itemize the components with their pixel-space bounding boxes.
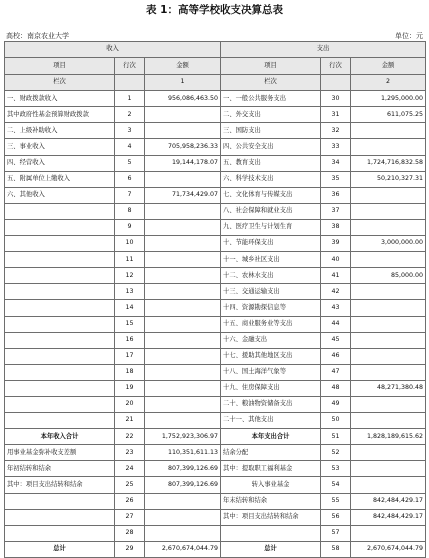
expense-row-number: 42 <box>321 284 351 300</box>
income-amount-cell: 1,752,923,306.97 <box>145 429 221 445</box>
income-row-number: 22 <box>115 429 145 445</box>
income-row-number: 24 <box>115 461 145 477</box>
expense-row-number: 55 <box>321 493 351 509</box>
unit-label: 单位：元 <box>395 32 423 40</box>
income-row-number: 14 <box>115 300 145 316</box>
income-row-number: 18 <box>115 364 145 380</box>
income-row-number: 1 <box>115 91 145 107</box>
expense-amount-cell <box>351 348 426 364</box>
income-amount-cell: 807,399,126.69 <box>145 477 221 493</box>
expense-row-number: 30 <box>321 91 351 107</box>
table-row <box>5 123 426 139</box>
expense-amount-cell <box>351 525 426 541</box>
income-amount-cell <box>145 107 221 123</box>
income-item-cell <box>5 219 115 235</box>
income-amount-cell: 2,670,674,044.79 <box>145 541 221 557</box>
expense-amount-cell <box>351 284 426 300</box>
income-row-number: 25 <box>115 477 145 493</box>
school-label: 高校：南京农业大学 <box>6 32 69 40</box>
income-item-cell <box>5 380 115 396</box>
income-amount-cell <box>145 493 221 509</box>
income-row-number: 9 <box>115 219 145 235</box>
expense-item-cell: 其中：项目支出结转和结余 <box>221 509 321 525</box>
table-row <box>5 284 426 300</box>
income-row-number: 8 <box>115 203 145 219</box>
income-row-number: 28 <box>115 525 145 541</box>
income-amount-cell <box>145 332 221 348</box>
income-amount-header: 金额 <box>145 58 221 75</box>
table-row <box>5 300 426 316</box>
income-item-cell: 五、附属单位上缴收入 <box>5 171 115 187</box>
expense-amount-cell <box>351 219 426 235</box>
table-row <box>5 139 426 155</box>
income-amount-cell <box>145 348 221 364</box>
expense-amount-header: 金额 <box>351 58 426 75</box>
income-amount-cell: 71,734,429.07 <box>145 187 221 203</box>
expense-item-cell: 二、外交支出 <box>221 107 321 123</box>
income-amount-cell <box>145 380 221 396</box>
expense-row-number: 51 <box>321 429 351 445</box>
expense-amount-cell <box>351 300 426 316</box>
expense-amount-cell <box>351 316 426 332</box>
income-row-number: 5 <box>115 155 145 171</box>
expense-item-cell: 总计 <box>221 541 321 557</box>
income-amount-cell <box>145 509 221 525</box>
income-amount-cell <box>145 316 221 332</box>
income-row-number: 23 <box>115 445 145 461</box>
income-amount-cell <box>145 171 221 187</box>
expense-row-number: 38 <box>321 219 351 235</box>
income-row-number: 17 <box>115 348 145 364</box>
expense-item-cell: 十四、资源勘探信息等 <box>221 300 321 316</box>
expense-row-number: 48 <box>321 380 351 396</box>
income-item-header: 项目 <box>5 58 115 75</box>
income-row-number: 15 <box>115 316 145 332</box>
income-amount-cell <box>145 284 221 300</box>
income-row-number: 3 <box>115 123 145 139</box>
income-amount-cell <box>145 123 221 139</box>
income-col-label: 栏次 <box>5 75 115 91</box>
income-item-cell: 本年收入合计 <box>5 429 115 445</box>
income-row-number: 19 <box>115 380 145 396</box>
income-item-cell <box>5 413 115 429</box>
expense-amount-cell <box>351 364 426 380</box>
expense-item-cell: 结余分配 <box>221 445 321 461</box>
income-item-cell <box>5 348 115 364</box>
income-row-number: 6 <box>115 171 145 187</box>
income-item-cell: 六、其他收入 <box>5 187 115 203</box>
income-row-header: 行次 <box>115 58 145 75</box>
income-amount-cell: 705,958,236.33 <box>145 139 221 155</box>
expense-amount-cell <box>351 477 426 493</box>
table-row <box>5 364 426 380</box>
income-row-number: 21 <box>115 413 145 429</box>
expense-amount-cell: 1,724,716,832.58 <box>351 155 426 171</box>
expense-amount-cell <box>351 203 426 219</box>
income-amount-cell <box>145 396 221 412</box>
income-row-number: 13 <box>115 284 145 300</box>
expense-row-number: 54 <box>321 477 351 493</box>
table-row <box>5 509 426 525</box>
budget-table <box>4 41 426 558</box>
income-row-number: 29 <box>115 541 145 557</box>
income-amount-cell <box>145 268 221 284</box>
expense-item-cell: 十六、金融支出 <box>221 332 321 348</box>
expense-item-cell: 七、文化体育与传媒支出 <box>221 187 321 203</box>
expense-item-cell: 十二、农林水支出 <box>221 268 321 284</box>
expense-item-cell: 五、教育支出 <box>221 155 321 171</box>
expense-row-number: 37 <box>321 203 351 219</box>
expense-item-cell: 年末结转和结余 <box>221 493 321 509</box>
table-row <box>5 413 426 429</box>
income-item-cell <box>5 284 115 300</box>
expense-amount-cell <box>351 445 426 461</box>
expense-row-number: 57 <box>321 525 351 541</box>
expense-amount-cell: 50,210,327.31 <box>351 171 426 187</box>
expense-amount-cell <box>351 139 426 155</box>
expense-item-cell: 三、国防支出 <box>221 123 321 139</box>
expense-row-number: 40 <box>321 252 351 268</box>
expense-row-number: 45 <box>321 332 351 348</box>
table-row <box>5 461 426 477</box>
table-row <box>5 396 426 412</box>
expense-item-cell: 本年支出合计 <box>221 429 321 445</box>
expense-item-cell: 六、科学技术支出 <box>221 171 321 187</box>
expense-item-cell: 十一、城乡社区支出 <box>221 252 321 268</box>
expense-item-cell: 十五、商业服务业等支出 <box>221 316 321 332</box>
expense-item-cell: 十七、援助其他地区支出 <box>221 348 321 364</box>
table-row <box>5 429 426 445</box>
expense-row-number: 44 <box>321 316 351 332</box>
expense-row-number: 35 <box>321 171 351 187</box>
table-row <box>5 525 426 541</box>
expense-row-number: 36 <box>321 187 351 203</box>
income-col-blank <box>115 75 145 91</box>
expense-row-number: 56 <box>321 509 351 525</box>
expense-row-number: 32 <box>321 123 351 139</box>
expense-item-cell: 八、社会保障和就业支出 <box>221 203 321 219</box>
expense-amount-cell: 1,295,000.00 <box>351 91 426 107</box>
income-item-cell: 二、上级补助收入 <box>5 123 115 139</box>
expense-row-number: 47 <box>321 364 351 380</box>
table-row <box>5 171 426 187</box>
income-row-number: 11 <box>115 252 145 268</box>
income-item-cell: 总计 <box>5 541 115 557</box>
income-item-cell: 一、财政拨款收入 <box>5 91 115 107</box>
income-col-number: 1 <box>145 75 221 91</box>
expense-row-number: 41 <box>321 268 351 284</box>
expense-row-number: 43 <box>321 300 351 316</box>
expense-amount-cell <box>351 252 426 268</box>
income-amount-cell: 110,351,611.13 <box>145 445 221 461</box>
table-row <box>5 236 426 252</box>
income-amount-cell: 807,399,126.69 <box>145 461 221 477</box>
expense-amount-cell <box>351 413 426 429</box>
table-row <box>5 445 426 461</box>
income-row-number: 10 <box>115 236 145 252</box>
income-item-cell: 用事业基金弥补收支差额 <box>5 445 115 461</box>
income-row-number: 4 <box>115 139 145 155</box>
expense-item-cell: 九、医疗卫生与计划生育 <box>221 219 321 235</box>
expense-item-cell: 十八、国土海洋气象等 <box>221 364 321 380</box>
table-row <box>5 203 426 219</box>
table-row <box>5 187 426 203</box>
income-amount-cell <box>145 300 221 316</box>
expense-item-cell: 其中：提取职工福利基金 <box>221 461 321 477</box>
income-amount-cell: 956,086,463.50 <box>145 91 221 107</box>
table-row <box>5 107 426 123</box>
income-item-cell <box>5 509 115 525</box>
income-item-cell <box>5 203 115 219</box>
income-item-cell <box>5 236 115 252</box>
expense-row-number: 31 <box>321 107 351 123</box>
table-body <box>5 91 426 558</box>
income-item-cell <box>5 364 115 380</box>
income-row-number: 26 <box>115 493 145 509</box>
expense-amount-cell: 842,484,429.17 <box>351 509 426 525</box>
income-header: 收入 <box>5 42 221 58</box>
expense-item-header: 项目 <box>221 58 321 75</box>
table-row <box>5 332 426 348</box>
expense-row-number: 50 <box>321 413 351 429</box>
table-row <box>5 348 426 364</box>
income-item-cell <box>5 268 115 284</box>
income-item-cell: 其中：项目支出结转和结余 <box>5 477 115 493</box>
expense-item-cell: 一、一般公共服务支出 <box>221 91 321 107</box>
table-row <box>5 219 426 235</box>
expense-item-cell: 十、节能环保支出 <box>221 236 321 252</box>
income-row-number: 16 <box>115 332 145 348</box>
income-item-cell <box>5 396 115 412</box>
expense-amount-cell <box>351 187 426 203</box>
table-row <box>5 380 426 396</box>
income-item-cell: 三、事业收入 <box>5 139 115 155</box>
expense-amount-cell: 842,484,429.17 <box>351 493 426 509</box>
table-row <box>5 91 426 107</box>
expense-row-number: 52 <box>321 445 351 461</box>
expense-row-header: 行次 <box>321 58 351 75</box>
expense-amount-cell: 48,271,380.48 <box>351 380 426 396</box>
expense-item-cell: 转入事业基金 <box>221 477 321 493</box>
expense-row-number: 39 <box>321 236 351 252</box>
expense-row-number: 49 <box>321 396 351 412</box>
table-row <box>5 316 426 332</box>
income-item-cell: 年初结转和结余 <box>5 461 115 477</box>
expense-amount-cell: 2,670,674,044.79 <box>351 541 426 557</box>
income-amount-cell <box>145 219 221 235</box>
expense-amount-cell: 611,075.25 <box>351 107 426 123</box>
expense-row-number: 33 <box>321 139 351 155</box>
income-item-cell: 四、经营收入 <box>5 155 115 171</box>
income-item-cell: 其中政府性基金预算财政拨款 <box>5 107 115 123</box>
income-row-number: 7 <box>115 187 145 203</box>
expense-row-number: 34 <box>321 155 351 171</box>
expense-amount-cell <box>351 461 426 477</box>
income-item-cell <box>5 525 115 541</box>
table-row <box>5 493 426 509</box>
expense-item-cell <box>221 525 321 541</box>
expense-item-cell: 二十一、其他支出 <box>221 413 321 429</box>
income-row-number: 12 <box>115 268 145 284</box>
table-row <box>5 252 426 268</box>
income-amount-cell <box>145 413 221 429</box>
income-item-cell <box>5 332 115 348</box>
expense-item-cell: 四、公共安全支出 <box>221 139 321 155</box>
income-item-cell <box>5 493 115 509</box>
income-item-cell <box>5 252 115 268</box>
table-row <box>5 541 426 557</box>
expense-row-number: 46 <box>321 348 351 364</box>
expense-amount-cell: 1,828,189,615.62 <box>351 429 426 445</box>
page-title: 表 1：高等学校收支决算总表 <box>146 4 283 16</box>
expense-header: 支出 <box>221 42 426 58</box>
expense-amount-cell <box>351 123 426 139</box>
table-row <box>5 155 426 171</box>
expense-item-cell: 二十、粮油物资储备支出 <box>221 396 321 412</box>
expense-item-cell: 十九、住房保障支出 <box>221 380 321 396</box>
expense-col-number: 2 <box>351 75 426 91</box>
income-item-cell <box>5 300 115 316</box>
income-row-number: 2 <box>115 107 145 123</box>
expense-row-number: 58 <box>321 541 351 557</box>
income-amount-cell: 19,144,178.07 <box>145 155 221 171</box>
expense-col-blank <box>321 75 351 91</box>
income-amount-cell <box>145 364 221 380</box>
table-row <box>5 268 426 284</box>
income-amount-cell <box>145 252 221 268</box>
expense-item-cell: 十三、交通运输支出 <box>221 284 321 300</box>
income-amount-cell <box>145 203 221 219</box>
income-item-cell <box>5 316 115 332</box>
expense-col-label: 栏次 <box>221 75 321 91</box>
income-amount-cell <box>145 525 221 541</box>
income-amount-cell <box>145 236 221 252</box>
income-row-number: 20 <box>115 396 145 412</box>
expense-amount-cell: 3,000,000.00 <box>351 236 426 252</box>
income-row-number: 27 <box>115 509 145 525</box>
expense-amount-cell: 85,000.00 <box>351 268 426 284</box>
table-row <box>5 477 426 493</box>
expense-amount-cell <box>351 396 426 412</box>
expense-amount-cell <box>351 332 426 348</box>
expense-row-number: 53 <box>321 461 351 477</box>
